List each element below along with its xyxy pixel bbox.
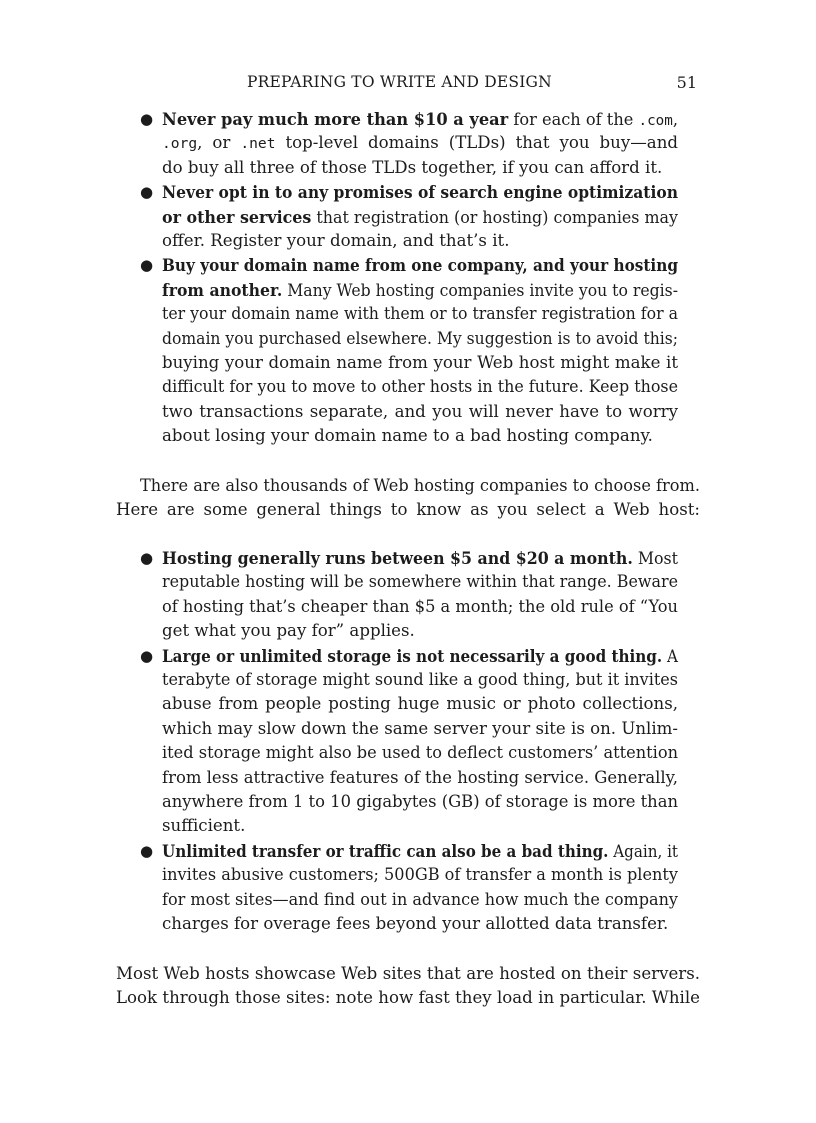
text-line <box>162 717 678 741</box>
text-run: for each of the <box>508 110 639 129</box>
text-line <box>162 327 678 351</box>
text-run: domain you purchased elsewhere. My suggestion is to avoid this; <box>162 328 678 348</box>
text-line <box>162 692 678 716</box>
text-line <box>162 619 415 643</box>
text-run: do buy all three of those TLDs together, if you can afford it. <box>162 157 663 177</box>
bold-run: Hosting generally runs between $5 and $20 a month. <box>162 548 633 568</box>
text-line <box>116 962 700 986</box>
bold-run: Never opt in to any promises of search engine optimization <box>162 182 678 203</box>
code-run: .com <box>638 112 673 129</box>
bullet-marker: ● <box>140 549 154 567</box>
text-run: of hosting that’s cheaper than $5 a month; the old rule of “You <box>162 596 678 616</box>
text-line <box>162 156 662 180</box>
text-run: There are also thousands of Web hosting companies to choose from. <box>140 476 700 495</box>
text-run: Here are some general things to know as you select a Web host: <box>116 500 700 520</box>
text-line <box>162 205 678 229</box>
text-run: Many Web hosting companies invite you to regis- <box>282 280 678 300</box>
bullet-list-domains <box>140 107 679 451</box>
text-line <box>162 766 678 790</box>
text-run: reputable hosting will be somewhere within that range. Beware <box>162 572 678 592</box>
text-line <box>162 814 245 838</box>
text-line <box>116 498 700 522</box>
bullet-marker: ● <box>140 841 154 860</box>
text-run: Most Web hosts showcase Web sites that are hosted on their servers. <box>116 964 700 983</box>
text-run: anywhere from 1 to 10 gigabytes (GB) of storage is more than <box>162 792 678 811</box>
text-run: terabyte of storage might sound like a good thing, but it invites <box>162 670 678 689</box>
text-run: get what you pay for” applies. <box>162 621 415 641</box>
text-line <box>162 400 678 424</box>
bullet-list-hosting <box>140 546 678 938</box>
paragraph-showcase <box>116 962 700 1012</box>
text-line <box>162 839 678 863</box>
text-run: A <box>662 646 678 666</box>
text-run: buying your domain name from your Web host might make it <box>162 353 678 372</box>
text-line <box>162 278 678 302</box>
running-head <box>247 73 697 95</box>
bullet-marker: ● <box>140 256 154 275</box>
text-line <box>162 229 509 253</box>
text-line <box>162 570 678 594</box>
text-run: offer. Register your domain, and that’s it. <box>162 231 510 250</box>
text-line <box>162 424 653 448</box>
text-run: about losing your domain name to a bad hosting company. <box>162 426 653 446</box>
bold-run: Large or unlimited storage is not necessarily a good thing. <box>162 645 663 666</box>
text-line <box>162 790 678 814</box>
text-line <box>162 253 678 277</box>
text-run: Again, it <box>608 841 678 861</box>
text-run: that registration (or hosting) companies may <box>311 207 678 227</box>
text-run: ter your domain name with them or to transfer registration for a <box>162 304 678 324</box>
text-run: which may slow down the same server your site is on. Unlim- <box>162 718 678 738</box>
text-line <box>162 107 678 131</box>
bold-run: or other services <box>162 206 312 227</box>
running-head-title: PREPARING TO WRITE AND DESIGN <box>247 73 552 91</box>
bullet-marker: ● <box>140 646 154 665</box>
text-run: abuse from people posting huge music or photo collections, <box>162 694 678 714</box>
text-run: for most sites—and find out in advance how much the company <box>162 889 678 909</box>
bullet-marker: ● <box>140 110 154 128</box>
text-line <box>162 180 678 204</box>
text-line <box>162 351 678 375</box>
text-run: , <box>672 110 678 129</box>
bold-run: from another. <box>162 279 283 300</box>
paragraph-hosting-intro <box>116 474 700 524</box>
bold-run: Buy your domain name from one company, and your hosting <box>162 255 678 276</box>
text-run: Look through those sites: note how fast they load in particular. While <box>116 988 700 1008</box>
text-run: ited storage might also be used to deflect customers’ attention <box>162 743 678 763</box>
text-line <box>162 375 678 399</box>
bold-run: Unlimited transfer or traffic can also be a bad thing. <box>162 840 609 861</box>
text-line <box>162 888 678 912</box>
text-line <box>116 986 700 1010</box>
page-number: 51 <box>676 73 697 92</box>
text-line <box>162 668 678 692</box>
text-line <box>162 131 678 155</box>
text-run: invites abusive customers; 500GB of transfer a month is plenty <box>162 865 678 885</box>
text-line <box>162 302 678 326</box>
text-run: Most <box>632 549 678 568</box>
text-run: difficult for you to move to other hosts in the future. Keep those <box>162 377 678 397</box>
text-run: two transactions separate, and you will never have to worry <box>162 401 678 421</box>
text-line <box>140 474 700 498</box>
text-run: from less attractive features of the hosting service. Generally, <box>162 767 678 787</box>
text-run: top-level domains (TLDs) that you buy—and <box>275 133 679 153</box>
text-run: sufficient. <box>162 816 246 836</box>
text-run: charges for overage fees beyond your allotted data transfer. <box>162 914 669 933</box>
bullet-marker: ● <box>140 183 154 202</box>
code-run: .net <box>240 135 276 153</box>
text-run: , or <box>197 133 241 153</box>
text-line <box>162 863 678 887</box>
text-line <box>162 644 678 668</box>
bold-run: Never pay much more than $10 a year <box>162 109 509 129</box>
text-line <box>162 546 678 570</box>
text-line <box>162 912 668 936</box>
code-run: .org <box>162 135 198 153</box>
text-line <box>162 741 678 765</box>
text-line <box>162 595 678 619</box>
